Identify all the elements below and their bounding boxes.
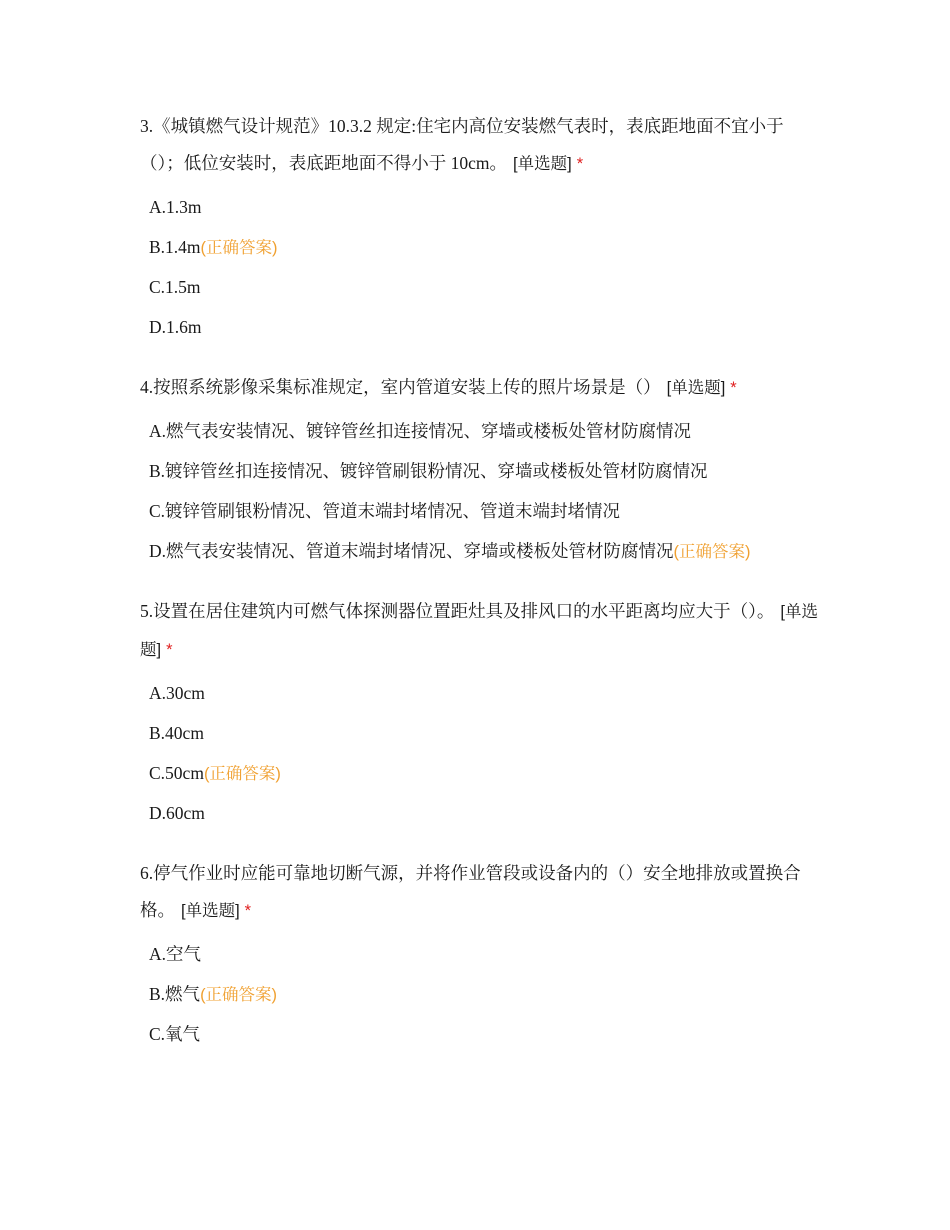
question-type-label: [单选题] <box>666 379 726 397</box>
question-title <box>140 108 820 183</box>
required-mark: * <box>576 155 584 173</box>
option-text: A.1.3m <box>149 197 202 217</box>
option-text: A.燃气表安装情况、镀锌管丝扣连接情况、穿墙或楼板处管材防腐情况 <box>149 421 692 441</box>
option-b <box>149 974 820 1014</box>
question-type-label: [单选题] <box>513 155 572 173</box>
required-mark: * <box>244 902 252 920</box>
correct-answer-tag: (正确答案) <box>673 543 751 561</box>
question-title <box>140 369 820 407</box>
option-text: C.50cm <box>149 763 204 783</box>
option-b <box>149 713 820 753</box>
option-text: B.镀锌管丝扣连接情况、镀锌管刷银粉情况、穿墙或楼板处管材防腐情况 <box>149 461 708 481</box>
option-list <box>140 934 820 1054</box>
question-5 <box>140 593 820 833</box>
question-6 <box>140 855 820 1054</box>
option-text: B.燃气 <box>149 984 201 1004</box>
option-b <box>149 227 820 267</box>
option-text: C.氧气 <box>149 1024 201 1044</box>
option-c <box>149 491 820 531</box>
question-3 <box>140 108 820 347</box>
option-a <box>149 673 820 713</box>
required-mark: * <box>166 641 173 659</box>
question-text: 5.设置在居住建筑内可燃气体探测器位置距灶具及排风口的水平距离均应大于（）。 <box>140 601 775 621</box>
option-text: A.空气 <box>149 944 202 964</box>
question-text: 4.按照系统影像采集标准规定，室内管道安装上传的照片场景是（） <box>140 377 661 397</box>
correct-answer-tag: (正确答案) <box>200 986 278 1004</box>
question-4 <box>140 369 820 571</box>
option-text: B.1.4m <box>149 237 201 257</box>
correct-answer-tag: (正确答案) <box>200 239 278 257</box>
option-list <box>140 187 820 347</box>
option-d <box>149 531 820 571</box>
option-c <box>149 267 820 307</box>
option-d <box>149 793 820 833</box>
option-a <box>149 411 820 451</box>
question-text: 6.停气作业时应能可靠地切断气源，并将作业管段或设备内的（）安全地排放或置换合格。 <box>140 863 801 920</box>
option-c <box>149 1014 820 1054</box>
option-text: D.60cm <box>149 803 205 823</box>
correct-answer-tag: (正确答案) <box>203 765 281 783</box>
required-mark: * <box>730 379 737 397</box>
option-text: C.1.5m <box>149 277 201 297</box>
option-a <box>149 934 820 974</box>
option-text: B.40cm <box>149 723 204 743</box>
option-text: A.30cm <box>149 683 205 703</box>
option-b <box>149 451 820 491</box>
option-c <box>149 753 820 793</box>
option-text: D.燃气表安装情况、管道末端封堵情况、穿墙或楼板处管材防腐情况 <box>149 541 674 561</box>
option-text: C.镀锌管刷银粉情况、管道末端封堵情况、管道末端封堵情况 <box>149 501 621 521</box>
question-title <box>140 593 820 669</box>
question-title <box>140 855 820 930</box>
option-a <box>149 187 820 227</box>
question-type-label: [单选题] <box>181 902 240 920</box>
question-type-label: [单选题] <box>140 603 818 659</box>
quiz-document <box>140 108 820 1076</box>
question-text: 3.《城镇燃气设计规范》10.3.2 规定:住宅内高位安装燃气表时，表底距地面不宜小于（）；低位安装时，表底距地面不得小于 10cm。 <box>140 116 784 173</box>
option-list <box>140 411 820 571</box>
option-list <box>140 673 820 833</box>
option-d <box>149 307 820 347</box>
option-text: D.1.6m <box>149 317 202 337</box>
